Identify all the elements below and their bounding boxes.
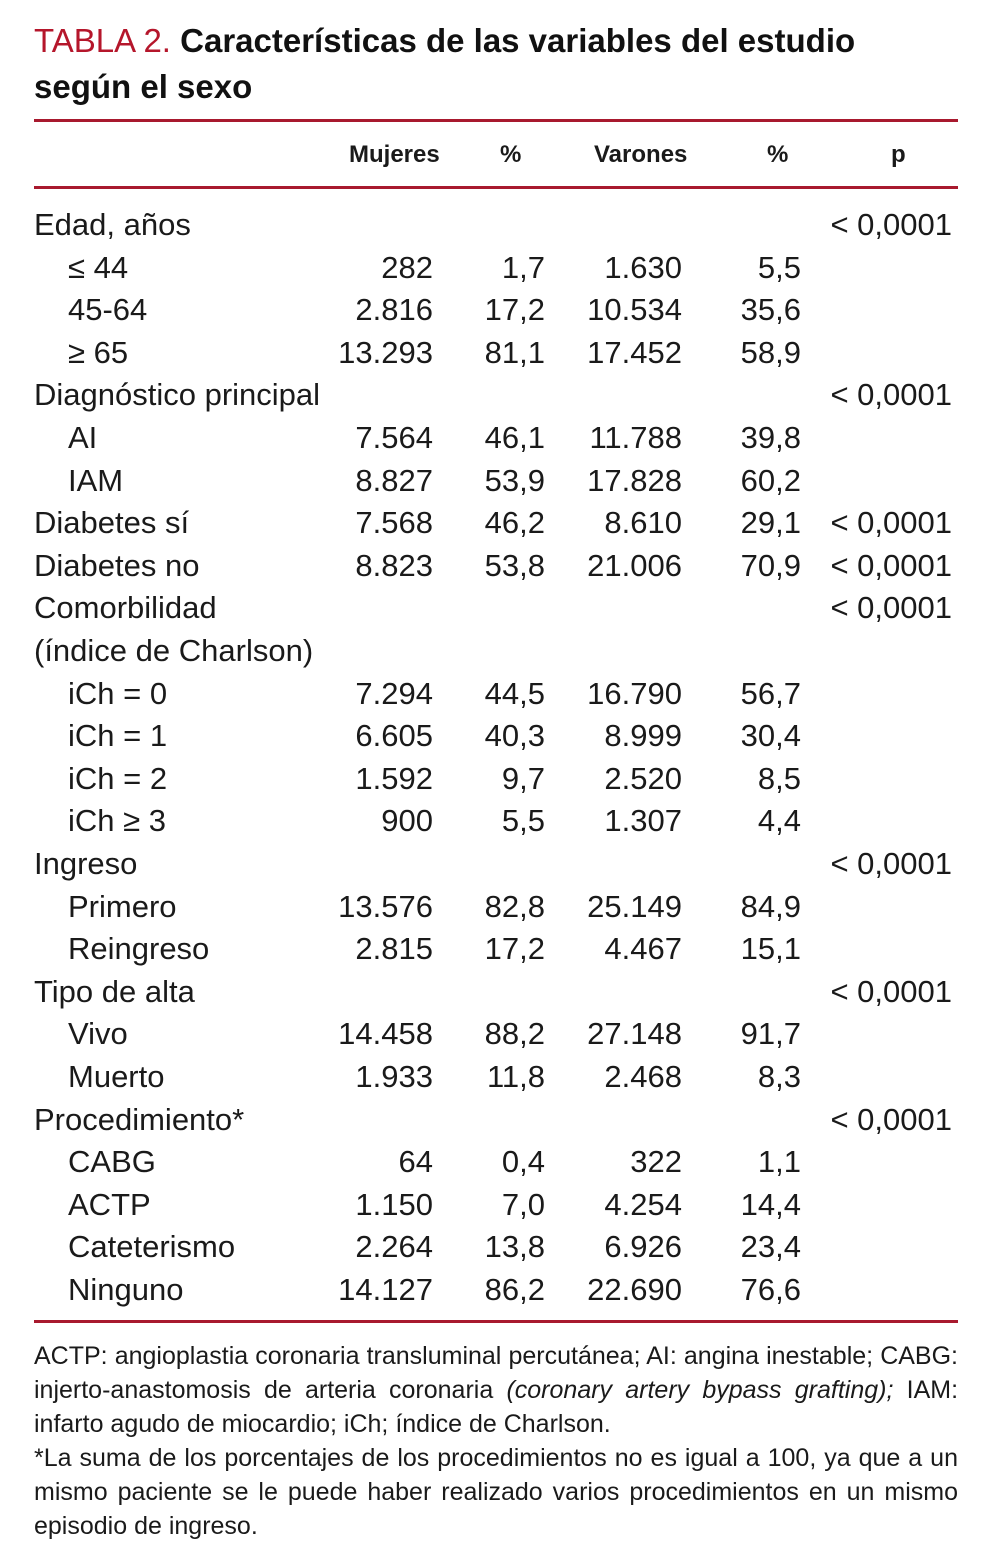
row-label: iCh = 2 bbox=[68, 760, 168, 796]
cell-p-value: < 0,0001 bbox=[830, 973, 952, 1009]
cell-mujeres: 1.933 bbox=[355, 1059, 433, 1094]
table-row bbox=[34, 800, 958, 842]
top-rule bbox=[34, 119, 958, 122]
row-label: Muerto bbox=[68, 1059, 165, 1094]
cell-varones: 21.006 bbox=[587, 547, 682, 583]
table-number: TABLA 2. bbox=[34, 22, 171, 59]
cell-mujeres: 14.127 bbox=[338, 1272, 433, 1307]
row-label: Ninguno bbox=[68, 1272, 184, 1307]
cell-p-value: < 0,0001 bbox=[830, 1101, 952, 1137]
row-label: Procedimiento* bbox=[34, 1101, 245, 1137]
bottom-rule bbox=[34, 1320, 958, 1323]
cell-pct-mujeres: 13,8 bbox=[484, 1229, 545, 1265]
cell-pct-mujeres: 86,2 bbox=[484, 1272, 545, 1307]
row-label: Ingreso bbox=[34, 846, 138, 881]
cell-mujeres: 2.816 bbox=[355, 292, 433, 328]
row-label: ≤ 44 bbox=[68, 249, 129, 285]
footnote-abbreviations bbox=[34, 1339, 958, 1441]
table-row bbox=[34, 332, 958, 374]
table-row bbox=[34, 758, 958, 800]
table-row bbox=[34, 971, 958, 1013]
row-label: ≥ 65 bbox=[68, 334, 129, 370]
cell-pct-varones: 8,5 bbox=[757, 760, 801, 796]
table-row bbox=[34, 673, 958, 715]
cell-varones: 6.926 bbox=[604, 1229, 682, 1265]
cell-pct-mujeres: 0,4 bbox=[501, 1144, 545, 1180]
cell-pct-mujeres: 81,1 bbox=[484, 334, 545, 370]
cell-pct-mujeres: 46,2 bbox=[484, 505, 545, 541]
table-row bbox=[34, 502, 958, 544]
table-row bbox=[34, 1056, 958, 1098]
cell-pct-varones: 56,7 bbox=[740, 675, 801, 711]
cell-pct-mujeres: 53,8 bbox=[484, 547, 545, 583]
cell-varones: 8.999 bbox=[604, 718, 682, 754]
row-label: AI bbox=[68, 420, 98, 455]
cell-varones: 8.610 bbox=[604, 505, 682, 541]
row-label: iCh = 0 bbox=[68, 675, 168, 711]
cell-pct-varones: 39,8 bbox=[740, 420, 801, 455]
row-label: Diagnóstico principal bbox=[34, 377, 321, 413]
row-label: Comorbilidad bbox=[34, 590, 217, 626]
cell-pct-varones: 84,9 bbox=[740, 888, 801, 924]
cell-varones: 2.468 bbox=[604, 1059, 682, 1094]
cell-p-value: < 0,0001 bbox=[830, 846, 952, 881]
table-row bbox=[34, 289, 958, 331]
cell-p-value: < 0,0001 bbox=[830, 207, 952, 242]
cell-mujeres: 7.568 bbox=[355, 505, 433, 541]
cell-pct-varones: 58,9 bbox=[740, 334, 801, 370]
cell-varones: 4.254 bbox=[604, 1186, 682, 1222]
cell-varones: 11.788 bbox=[589, 420, 682, 455]
header-rule bbox=[34, 186, 958, 189]
table-row bbox=[34, 715, 958, 757]
row-label: Primero bbox=[68, 888, 177, 924]
table-row bbox=[34, 247, 958, 289]
table-row bbox=[34, 1013, 958, 1055]
table-title bbox=[34, 18, 958, 110]
table-row bbox=[34, 417, 958, 459]
cell-pct-mujeres: 53,9 bbox=[484, 462, 545, 498]
cell-pct-mujeres: 17,2 bbox=[484, 931, 545, 967]
row-label: Edad, años bbox=[34, 207, 191, 242]
cell-varones: 17.828 bbox=[587, 462, 682, 498]
cell-pct-varones: 60,2 bbox=[740, 462, 801, 498]
cell-pct-mujeres: 82,8 bbox=[484, 888, 545, 924]
cell-pct-varones: 76,6 bbox=[740, 1272, 801, 1307]
row-label: Diabetes sí bbox=[34, 505, 190, 541]
table-row bbox=[34, 1099, 958, 1141]
cell-pct-varones: 4,4 bbox=[757, 803, 801, 839]
table-row bbox=[34, 630, 958, 672]
footnote-asterisk: *La suma de los porcentajes de los procedimientos no es igual a 100, ya que a un mismo paciente se le puede haber realizado varios procedimientos en un mismo episodio de ingreso. bbox=[34, 1444, 958, 1540]
cell-varones: 16.790 bbox=[587, 675, 682, 711]
row-label: 45-64 bbox=[68, 292, 148, 328]
table-row bbox=[34, 587, 958, 629]
row-label: Vivo bbox=[68, 1016, 128, 1052]
cell-pct-varones: 30,4 bbox=[740, 718, 801, 754]
cell-pct-varones: 29,1 bbox=[740, 505, 801, 541]
table-row bbox=[34, 374, 958, 416]
cell-varones: 1.307 bbox=[604, 803, 682, 839]
table-row bbox=[34, 928, 958, 970]
row-label: iCh = 1 bbox=[68, 718, 168, 754]
cell-mujeres: 6.605 bbox=[355, 718, 433, 754]
header-mujeres: Mujeres bbox=[349, 141, 440, 168]
cell-p-value: < 0,0001 bbox=[830, 590, 952, 626]
cell-mujeres: 13.293 bbox=[338, 334, 433, 370]
cell-varones: 10.534 bbox=[587, 292, 682, 328]
cell-pct-mujeres: 9,7 bbox=[501, 760, 545, 796]
cell-pct-mujeres: 40,3 bbox=[484, 718, 545, 754]
table-caption: Características de las variables del estudio según el sexo bbox=[34, 22, 856, 105]
cell-p-value: < 0,0001 bbox=[830, 547, 952, 583]
cell-pct-mujeres: 88,2 bbox=[484, 1016, 545, 1052]
table-row bbox=[34, 886, 958, 928]
cell-mujeres: 7.294 bbox=[355, 675, 433, 711]
header-pct-varones: % bbox=[767, 141, 789, 168]
table-row bbox=[34, 545, 958, 587]
footnote-abbrev-text-2: IAM: infarto agudo de miocardio; iCh; índice de Charlson. bbox=[34, 1376, 959, 1438]
row-label: Diabetes no bbox=[34, 547, 200, 583]
table-row bbox=[34, 1141, 958, 1183]
cell-pct-varones: 14,4 bbox=[740, 1186, 801, 1222]
cell-mujeres: 900 bbox=[381, 803, 433, 839]
cell-varones: 2.520 bbox=[604, 760, 682, 796]
row-label: Reingreso bbox=[68, 931, 210, 967]
cell-pct-varones: 5,5 bbox=[757, 249, 801, 285]
cell-pct-varones: 23,4 bbox=[740, 1229, 801, 1265]
cell-pct-mujeres: 5,5 bbox=[501, 803, 545, 839]
footnote-abbrev-text-1: ACTP: angioplastia coronaria transluminal percutánea; AI: angina inestable; CABG: injerto-anastomosis de arteria coronaria bbox=[34, 1342, 958, 1404]
cell-mujeres: 2.264 bbox=[355, 1229, 433, 1265]
cell-pct-varones: 70,9 bbox=[740, 547, 801, 583]
cell-varones: 1.630 bbox=[604, 249, 682, 285]
row-label: IAM bbox=[68, 462, 124, 498]
row-label: (índice de Charlson) bbox=[34, 633, 314, 668]
cell-pct-varones: 1,1 bbox=[757, 1144, 801, 1180]
cell-pct-varones: 91,7 bbox=[740, 1016, 801, 1052]
cell-pct-mujeres: 11,8 bbox=[486, 1059, 545, 1094]
cell-pct-mujeres: 17,2 bbox=[484, 292, 545, 328]
cell-mujeres: 13.576 bbox=[338, 888, 433, 924]
row-label: Tipo de alta bbox=[34, 973, 195, 1009]
cell-p-value: < 0,0001 bbox=[830, 377, 952, 413]
cell-mujeres: 14.458 bbox=[338, 1016, 433, 1052]
cell-mujeres: 2.815 bbox=[355, 931, 433, 967]
table-row bbox=[34, 843, 958, 885]
table-row bbox=[34, 1184, 958, 1226]
cell-mujeres: 8.823 bbox=[355, 547, 433, 583]
table-row bbox=[34, 204, 958, 246]
header-varones: Varones bbox=[594, 141, 688, 168]
cell-mujeres: 1.592 bbox=[355, 760, 433, 796]
footnote-abbrev-italic: (coronary artery bypass grafting); bbox=[506, 1376, 894, 1404]
cell-pct-varones: 35,6 bbox=[740, 292, 801, 328]
cell-mujeres: 64 bbox=[398, 1144, 433, 1180]
cell-mujeres: 7.564 bbox=[355, 420, 433, 455]
cell-varones: 22.690 bbox=[587, 1272, 682, 1307]
table-row bbox=[34, 460, 958, 502]
cell-pct-mujeres: 7,0 bbox=[501, 1186, 545, 1222]
header-pct-mujeres: % bbox=[500, 141, 522, 168]
cell-mujeres: 282 bbox=[381, 249, 433, 285]
cell-mujeres: 8.827 bbox=[355, 462, 433, 498]
cell-mujeres: 1.150 bbox=[355, 1186, 433, 1222]
cell-pct-mujeres: 44,5 bbox=[484, 675, 545, 711]
cell-varones: 322 bbox=[630, 1144, 682, 1180]
row-label: ACTP bbox=[68, 1186, 151, 1222]
header-p: p bbox=[891, 141, 906, 168]
cell-pct-varones: 8,3 bbox=[757, 1059, 801, 1094]
row-label: CABG bbox=[68, 1144, 156, 1180]
cell-varones: 25.149 bbox=[587, 888, 682, 924]
table-row bbox=[34, 1269, 958, 1311]
table-row bbox=[34, 1226, 958, 1268]
row-label: iCh ≥ 3 bbox=[68, 803, 166, 839]
cell-varones: 27.148 bbox=[587, 1016, 682, 1052]
row-label: Cateterismo bbox=[68, 1229, 236, 1265]
cell-pct-mujeres: 1,7 bbox=[501, 249, 545, 285]
cell-varones: 17.452 bbox=[587, 334, 682, 370]
cell-varones: 4.467 bbox=[604, 931, 682, 967]
cell-pct-varones: 15,1 bbox=[740, 931, 801, 967]
cell-p-value: < 0,0001 bbox=[830, 505, 952, 541]
cell-pct-mujeres: 46,1 bbox=[484, 420, 545, 455]
